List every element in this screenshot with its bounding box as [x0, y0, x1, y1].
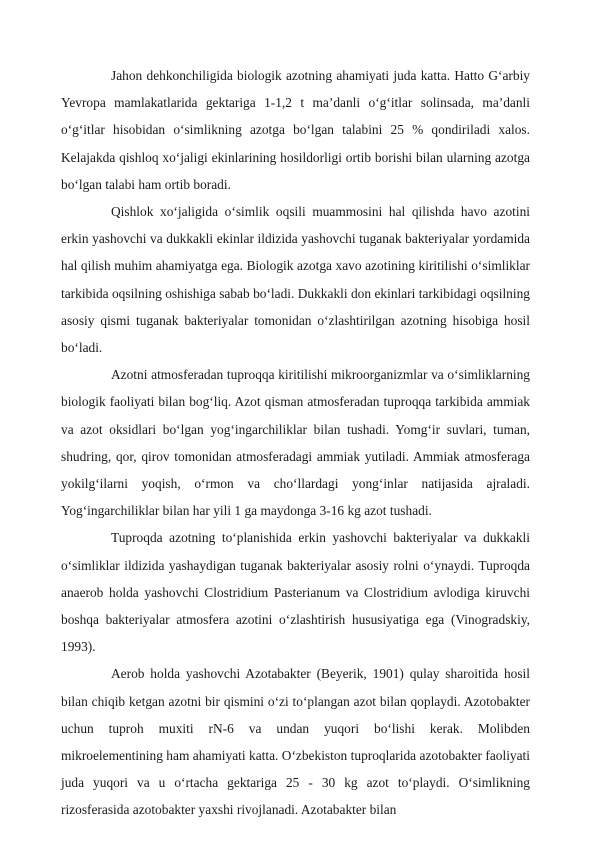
paragraph-4: Tuproqda azotning to‘planishida erkin yashovchi bakteriyalar va dukkakli o‘simliklar ildizida yashaydigan tuganak bakteriyalar asosiy rolni o‘ynaydi. Tuproqda anaerob holda yashovchi Clostridium Pasterianum va Clostridium avlodiga kiruvchi boshqa bakteriyalar atmosfera azotini o‘zlashtirish hususiyatiga ega (Vinogradskiy, 1993).	[61, 530, 530, 655]
paragraph-1: Jahon dehkonchiligida biologik azotning ahamiyati juda katta. Hatto G‘arbiy Yevropa mamlakatlarida gektariga 1-1,2 t ma’danli o‘g‘itlar solinsada, ma’danli o‘g‘itlar hisobidan o‘simlikning azotga bo‘lgan talabini 25 % qondiriladi xalos. Kelajakda qishloq xo‘jaligi ekinlarining hosildorligi ortib borishi bilan ularning azotga bo‘lgan talabi ham ortib boradi.	[61, 68, 530, 192]
paragraph-5: Aerob holda yashovchi Azotabakter (Beyerik, 1901) qulay sharoitida hosil bilan chiqib ketgan azotni bir qismini o‘zi to‘plangan azot bilan qoplaydi. Azotobakter uchun tuproh muxiti rN-6 va undan yuqori bo‘lishi kerak. Molibden mikroelementining ham ahamiyati katta. O‘zbekiston tuproqlarida azotobakter faoliyati juda yuqori va u o‘rtacha gektariga 25 - 30 kg azot to‘playdi. O‘simlikning rizosferasida azotobakter yaxshi rivojlanadi. Azotabakter bilan	[61, 666, 530, 818]
paragraph-3: Azotni atmosferadan tuproqqa kiritilishi mikroorganizmlar va o‘simliklarning biologik faoliyati bilan bog‘liq. Azot qisman atmosferadan tuproqqa tarkibida ammiak va azot oksidlari bo‘lgan yog‘ingarchiliklar bilan tushadi. Yomg‘ir suvlari, tuman, shudring, qor, qirov tomonidan atmosferadagi ammiak yutiladi. Ammiak atmosferaga yokilg‘ilarni yoqish, o‘rmon va cho‘llardagi yong‘inlar natijasida ajraladi. Yog‘ingarchiliklar bilan har yili 1 ga maydonga 3-16 kg azot tushadi.	[61, 367, 530, 519]
paragraph-2: Qishlok xo‘jaligida o‘simlik oqsili muammosini hal qilishda havo azotini erkin yashovchi va dukkakli ekinlar ildizida yashovchi tuganak bakteriyalar yordamida hal qilish muhim ahamiyatga ega. Biologik azotga xavo azotining kiritilishi o‘simliklar tarkibida oqsilning oshishiga sabab bo‘ladi. Dukkakli don ekinlari tarkibidagi oqsilning asosiy qismi tuganak bakteriyalar tomonidan o‘zlashtirilgan azotning hisobiga hosil bo‘ladi.	[61, 204, 530, 356]
document-page	[61, 62, 530, 824]
